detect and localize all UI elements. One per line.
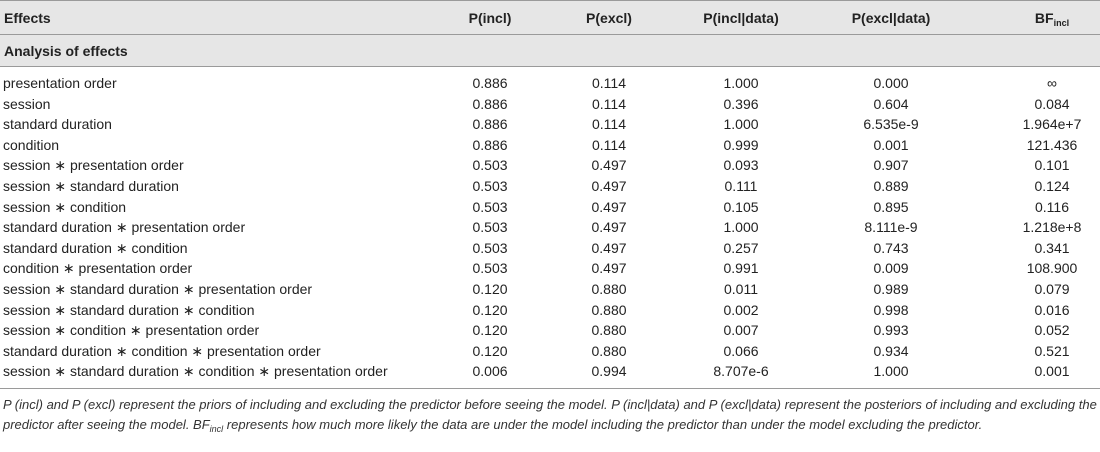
cell-p-excl: 0.994 [591,363,627,380]
cell-effect: condition [3,136,60,153]
cell-p-excl-data: 0.000 [873,75,909,91]
cell-p-incl-data: 0.002 [723,301,759,318]
header-p-excl: P(excl) [586,10,632,26]
cell-p-incl: 0.006 [472,363,508,380]
bf-main-label: BF [1034,10,1054,26]
cell-effect: standard duration [3,116,112,133]
cell-p-incl: 0.503 [472,178,508,194]
cell-p-incl: 0.503 [472,157,508,174]
header-bf-incl [1035,10,1069,31]
cell-p-incl: 0.886 [472,116,508,133]
cell-p-incl: 0.120 [472,301,508,318]
cell-p-excl: 0.497 [591,198,627,215]
cell-p-excl-data: 0.895 [873,198,909,215]
cell-effect: session ∗ presentation order [3,157,184,174]
cell-effect: session ∗ standard duration ∗ presentation order [3,281,313,297]
cell-effect: standard duration ∗ presentation order [3,219,246,236]
cell-bf: 1.964e+7 [1022,116,1082,133]
cell-bf: ∞ [1047,75,1057,91]
cell-bf: 0.521 [1034,342,1070,359]
section-title: Analysis of effects [4,43,128,59]
cell-p-incl-data: 1.000 [723,219,759,236]
footnote-text-after: represents how much more likely the data are under the model including the predictor than under the model excluding the predictor. [223,417,983,432]
bottom-rule [0,388,1100,389]
cell-p-excl: 0.114 [592,136,626,153]
cell-effect: condition ∗ presentation order [3,260,193,277]
cell-p-excl: 0.497 [591,239,627,256]
cell-effect: session ∗ standard duration [3,178,179,194]
cell-p-incl-data: 8.707e-6 [713,363,769,380]
cell-p-incl-data: 0.105 [723,198,759,215]
cell-bf: 121.436 [1026,136,1078,153]
cell-p-excl: 0.114 [592,75,626,91]
cell-p-incl-data: 0.257 [723,239,759,256]
cell-p-excl: 0.497 [591,157,627,174]
cell-bf: 0.079 [1034,281,1070,297]
cell-bf: 0.016 [1034,301,1070,318]
cell-p-excl-data: 0.604 [873,95,909,112]
cell-p-excl: 0.497 [591,219,627,236]
table-header-band [0,0,1100,66]
cell-p-excl: 0.880 [591,301,627,318]
cell-p-excl-data: 8.111e-9 [864,219,918,236]
cell-bf: 0.052 [1034,322,1070,339]
cell-p-incl: 0.503 [472,239,508,256]
cell-effect: standard duration ∗ condition ∗ presentation order [3,342,321,359]
cell-p-incl: 0.886 [472,75,508,91]
cell-effect: session ∗ standard duration ∗ condition ∗ presentation order [3,363,388,380]
cell-p-incl: 0.120 [472,281,508,297]
cell-p-excl-data: 0.889 [873,178,909,194]
cell-p-incl-data: 0.396 [723,95,759,112]
cell-effect: presentation order [3,75,117,91]
cell-effect: session [3,95,51,112]
cell-p-excl-data: 0.009 [873,260,909,277]
cell-p-excl-data: 0.743 [873,239,909,256]
cell-p-excl-data: 6.535e-9 [863,116,919,133]
cell-bf: 0.341 [1034,239,1070,256]
top-rule [0,0,1100,1]
cell-bf: 0.001 [1034,363,1070,380]
cell-p-incl-data: 0.093 [723,157,759,174]
header-rule [0,34,1100,35]
cell-p-incl: 0.886 [472,95,508,112]
cell-p-excl-data: 0.934 [873,342,909,359]
cell-p-excl-data: 0.993 [873,322,909,339]
cell-p-incl-data: 0.066 [723,342,759,359]
cell-p-incl-data: 1.000 [723,75,759,91]
cell-bf: 1.218e+8 [1022,219,1082,236]
cell-p-excl: 0.114 [592,95,626,112]
cell-effect: session ∗ condition ∗ presentation order [3,322,260,339]
cell-p-incl-data: 0.007 [723,322,759,339]
table-footnote [3,395,1097,439]
cell-p-incl: 0.886 [472,136,508,153]
header-p-excl-data: P(excl|data) [851,10,931,26]
cell-p-excl: 0.114 [592,116,626,133]
cell-bf: 108.900 [1026,260,1078,277]
footnote-subscript: incl [209,424,224,434]
cell-p-excl-data: 0.907 [873,157,909,174]
cell-effect: session ∗ condition [3,198,127,215]
cell-p-excl-data: 0.989 [873,281,909,297]
cell-p-incl: 0.120 [472,322,508,339]
cell-bf: 0.084 [1034,95,1070,112]
cell-effect: standard duration ∗ condition [3,239,188,256]
cell-p-incl-data: 1.000 [723,116,759,133]
cell-p-excl: 0.880 [591,342,627,359]
cell-p-excl-data: 0.998 [873,301,909,318]
cell-p-excl: 0.497 [591,178,627,194]
cell-p-excl-data: 1.000 [873,363,909,380]
cell-p-incl-data: 0.111 [724,178,758,194]
bf-subscript: incl [1053,18,1070,28]
cell-p-incl-data: 0.999 [723,136,759,153]
cell-p-incl: 0.503 [472,219,508,236]
cell-p-incl: 0.503 [472,198,508,215]
footnote-text-before: P (incl) and P (excl) represent the priors of including and excluding the predictor before seeing the model. P (incl|data) and P (excl|data) represent the posteriors of including and excluding the predictor after seeing the model. BF [3,397,1097,432]
cell-p-incl-data: 0.011 [724,281,758,297]
cell-p-incl: 0.503 [472,260,508,277]
cell-effect: session ∗ standard duration ∗ condition [3,301,255,318]
cell-p-excl: 0.880 [591,322,627,339]
header-p-incl: P(incl) [468,10,512,26]
cell-bf: 0.116 [1035,198,1069,215]
cell-p-incl-data: 0.991 [723,260,759,277]
cell-p-excl-data: 0.001 [873,136,909,153]
cell-p-incl: 0.120 [472,342,508,359]
header-p-incl-data: P(incl|data) [703,10,779,26]
cell-p-excl: 0.497 [591,260,627,277]
cell-p-excl: 0.880 [591,281,627,297]
cell-bf: 0.124 [1034,178,1070,194]
cell-bf: 0.101 [1034,157,1070,174]
header-effects: Effects [4,10,51,26]
